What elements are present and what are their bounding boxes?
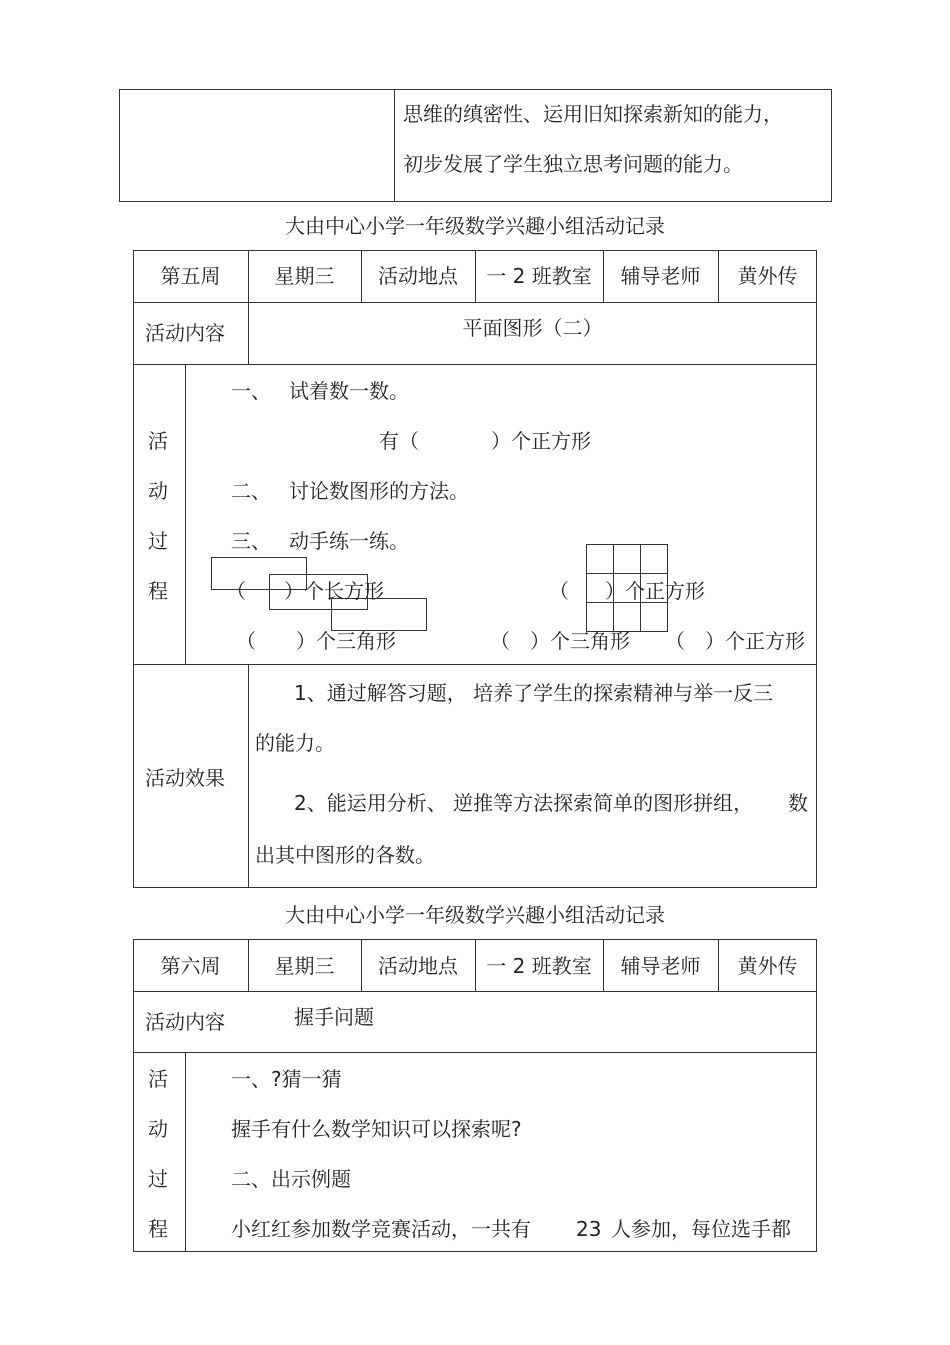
r1-rect-left-paren: （ <box>226 579 246 603</box>
r1-teacher-label: 辅导老师 <box>620 264 701 288</box>
top-line-1: 思维的缜密性、运用旧知探索新知的能力， <box>403 102 783 126</box>
r1-effect-line-4: 出其中图形的各数。 <box>255 843 435 867</box>
r1-content-label: 活动内容 <box>145 321 225 345</box>
r1-vline-effect <box>248 664 249 888</box>
r1-process-label-3: 过 <box>148 529 168 553</box>
r1-process-label-1: 活 <box>148 429 168 453</box>
r1-effect-label: 活动效果 <box>145 766 225 790</box>
record2-title: 大由中心小学一年级数学兴趣小组活动记录 <box>285 903 665 927</box>
r1-process-label-2: 动 <box>148 479 168 503</box>
r1-rect-count-text: ）个长方形 <box>284 579 384 603</box>
r2-process-label-3: 过 <box>148 1167 168 1191</box>
r1-effect-line-2: 的能力。 <box>255 731 335 755</box>
r1-effect-line-3: 2、能运用分析、 逆推等方法探索简单的图形拼组， <box>294 791 754 815</box>
r2-content-value: 握手问题 <box>294 1005 374 1029</box>
r1-location: 一 2 班教室 <box>486 264 592 288</box>
r2-process-line-4a: 小红红参加数学竞赛活动，一共有 <box>231 1217 531 1241</box>
r1-effect-line-1: 1、通过解答习题， 培养了学生的探索精神与举一反三 <box>294 681 774 705</box>
r2-process-line-3: 二、出示例题 <box>231 1167 351 1191</box>
r2-location: 一 2 班教室 <box>486 954 592 978</box>
grid-h1 <box>586 573 668 574</box>
r1-hline-1 <box>133 302 817 303</box>
r2-vline-process <box>185 1052 186 1252</box>
r1-step2-text: 讨论数图形的方法。 <box>289 479 469 503</box>
r2-process-label-4: 程 <box>148 1217 168 1241</box>
r2-week: 第六周 <box>160 954 221 978</box>
r1-weekday: 星期三 <box>274 264 335 288</box>
r1-hline-3 <box>133 664 817 665</box>
r1-triangle-count-2: （ ）个三角形 <box>490 629 630 653</box>
r1-square-count-2: （ ）个正方形 <box>665 629 805 653</box>
r1-step3-text: 动手练一练。 <box>289 529 409 553</box>
r1-step1-num: 一、 <box>231 379 271 403</box>
r2-process-line-2: 握手有什么数学知识可以探索呢? <box>231 1117 522 1141</box>
r2-process-line-4c: 人参加，每位选手都 <box>611 1217 791 1241</box>
r2-process-label-1: 活 <box>148 1067 168 1091</box>
r1-step2-num: 二、 <box>231 479 271 503</box>
r1-effect-line-3-end: 数 <box>788 791 808 815</box>
r1-step3-num: 三、 <box>231 529 271 553</box>
r1-process-label-4: 程 <box>148 579 168 603</box>
r1-sq-count-text: ）个正方形 <box>605 579 705 603</box>
top-table-divider <box>394 89 395 202</box>
r1-location-label: 活动地点 <box>378 264 458 288</box>
r2-hline-1 <box>133 991 817 992</box>
r1-question-a: 有（ <box>379 429 419 453</box>
r1-week: 第五周 <box>160 264 221 288</box>
r2-location-label: 活动地点 <box>378 954 458 978</box>
r1-vline-process <box>185 364 186 664</box>
r2-hline-2 <box>133 1052 817 1053</box>
r1-teacher: 黄外传 <box>737 264 798 288</box>
r1-triangle-count-1: （ ）个三角形 <box>236 629 396 653</box>
top-line-2: 初步发展了学生独立思考问题的能力。 <box>403 152 743 176</box>
r2-weekday: 星期三 <box>274 954 335 978</box>
r2-content-label: 活动内容 <box>145 1010 225 1034</box>
r1-step1-text: 试着数一数。 <box>289 379 409 403</box>
record1-title: 大由中心小学一年级数学兴趣小组活动记录 <box>285 214 665 238</box>
r2-process-label-2: 动 <box>148 1117 168 1141</box>
r1-question-b: ）个正方形 <box>491 429 591 453</box>
r2-process-line-4b: 23 <box>576 1217 602 1241</box>
r1-content-value: 平面图形（二） <box>462 316 603 340</box>
r1-hline-2 <box>133 364 817 365</box>
r2-teacher-label: 辅导老师 <box>620 954 701 978</box>
r2-process-line-1: 一、?猜一猜 <box>231 1067 342 1091</box>
r1-sq-left-paren: （ <box>549 579 569 603</box>
r2-teacher: 黄外传 <box>737 954 798 978</box>
